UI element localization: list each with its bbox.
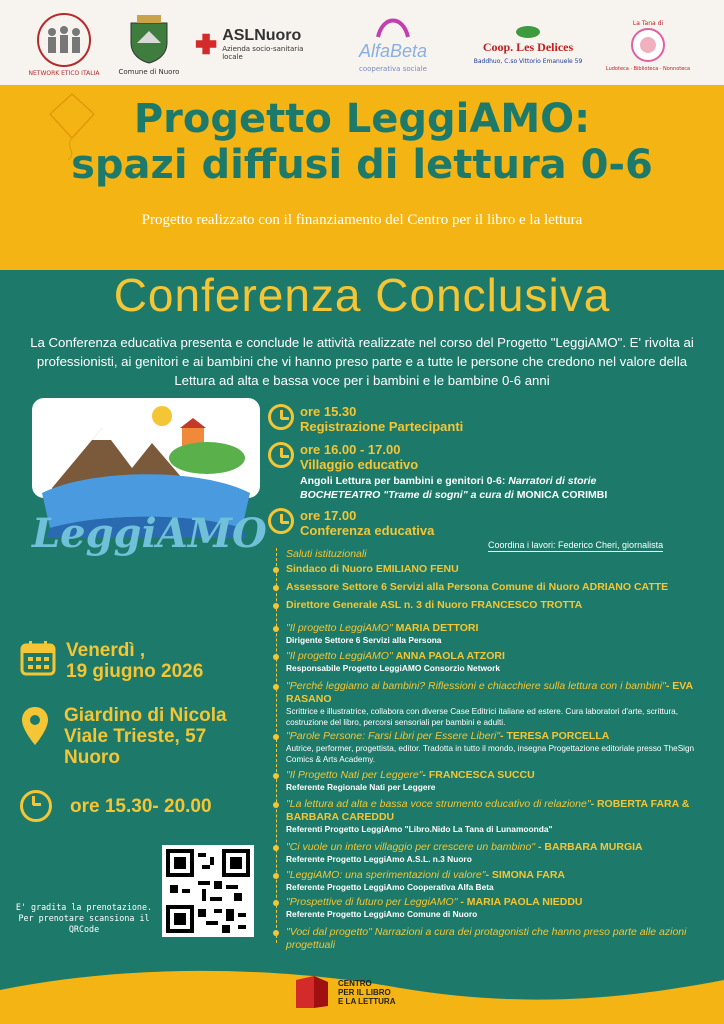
leggiamo-illustration: [32, 398, 267, 573]
comune-label: Comune di Nuoro: [118, 67, 180, 76]
event-date: [20, 640, 203, 682]
logo-bar: [0, 0, 724, 85]
talk-role: Referente Regionale Nati per Leggere: [286, 782, 436, 792]
centro-line2: PER IL LIBRO: [338, 987, 391, 997]
talk-quote: "Il Progetto Nati per Leggere": [286, 769, 423, 781]
project-title-line1: Progetto LeggiAMO:: [133, 96, 591, 142]
program-item: [286, 581, 716, 594]
talk-quote: "Il progetto LeggiAMO": [286, 650, 396, 662]
talk-speaker: ANNA PAOLA ATZORI: [395, 650, 505, 662]
alfabeta-name: AlfaBeta: [358, 41, 428, 61]
talk-item: [286, 650, 716, 674]
location-pin-icon: [20, 705, 50, 747]
talk-quote: "Parole Persone: Farsi Libri per Essere Liberi": [286, 730, 501, 742]
talk-quote: "Il progetto LeggiAMO": [286, 622, 396, 634]
conference-title: Conferenza Conclusiva: [113, 269, 611, 321]
clock-icon: [268, 442, 294, 468]
talk-role: Scrittrice e illustratrice, collabora con diverse Case Editrici italiane ed estere. Cura laboratori d'arte, scrittura, costruzione del libro, percorsi sensoriali per bambini e adulti.: [286, 707, 678, 727]
talk-item: [286, 798, 716, 835]
event-date-text: 19 giugno 2026: [66, 661, 204, 682]
tana-logo: [605, 8, 691, 80]
talk-role: Referente Progetto LeggiAmo Comune di Nuoro: [286, 909, 478, 919]
talk-item: [286, 869, 716, 893]
talk-speaker: - FRANCESCA SUCCU: [422, 769, 535, 781]
talk-speaker: - BARBARA MURGIA: [535, 841, 643, 853]
schedule-label: Conferenza educativa: [300, 523, 435, 538]
qr-code[interactable]: [162, 845, 254, 937]
event-hours: [20, 790, 212, 822]
talk-quote: "LeggiAMO: una sperimentazioni di valore": [286, 869, 486, 881]
asl-name: ASLNuoro: [222, 27, 302, 44]
clock-icon: [20, 790, 52, 822]
consorzio-logo: [24, 8, 104, 80]
schedule-time: ore 15.30: [300, 404, 357, 419]
villaggio-detail: [300, 474, 607, 502]
talk-speaker: - EVA RASANO: [286, 680, 693, 705]
talk-role: Referenti Progetto LeggiAmo "Libro.Nido La Tana di Lunamoonda": [286, 824, 553, 834]
talk-speaker: - TERESA PORCELLA: [500, 730, 610, 742]
talk-role: Referente Progetto LeggiAmo A.S.L. n.3 Nuoro: [286, 854, 472, 864]
talk-quote: "Ci vuole un intero villaggio per crescere un bambino": [286, 841, 536, 853]
talk-speaker: - SIMONA FARA: [485, 869, 566, 881]
centro-line3: E LA LETTURA: [338, 996, 396, 1006]
talk-speaker: MARIA DETTORI: [395, 622, 479, 634]
talk-speaker: - MARIA PAOLA NIEDDU: [457, 896, 583, 908]
alfabeta-sub: cooperativa sociale: [359, 65, 427, 73]
villaggio-line2: BOCHETEATRO "Trame di sogni" a cura di: [300, 489, 517, 501]
talk-quote: "Voci dal progetto" Narrazioni a cura dei protagonisti che hanno preso parte alle azioni progettuali: [286, 926, 687, 951]
talk-item: [286, 680, 716, 728]
villaggio-line1: Angoli Lettura per bambini e genitori 0-6:: [300, 475, 509, 487]
schedule-label: Villaggio educativo: [300, 457, 419, 472]
talk-quote: "La lettura ad alta e bassa voce strumento educativo di relazione": [286, 798, 591, 810]
event-place3: Nuoro: [64, 747, 120, 768]
intro-text: La Conferenza educativa presenta e conclude le attività realizzate nel corso del Progetto "LeggiAMO". E' rivolta ai professionisti, ai genitori e ai bambini che vi hanno preso parte e a tutte le persone che credono nel valore della Lettura ad alta e bassa voce per i bambini e le bambine 0-6 anni: [30, 335, 694, 388]
schedule-time: ore 17.00: [300, 508, 357, 523]
villaggio-line1-italic: Narratori di storie: [508, 475, 597, 487]
talk-item: [286, 730, 716, 765]
asl-sub: Azienda socio-sanitaria locale: [222, 45, 304, 61]
talk-item: [286, 622, 716, 646]
coordinator: Coordina i lavori: Federico Cheri, giornalista: [488, 540, 664, 550]
program-item-head: Sindaco di Nuoro EMILIANO FENU: [286, 563, 459, 575]
talk-item: [286, 896, 716, 920]
talk-quote: "Perché leggiamo ai bambini? Riflessioni e chiacchiere sulla lettura con i bambini": [286, 680, 666, 692]
project-subtitle: Progetto realizzato con il finanziamento del Centro per il libro e la lettura: [141, 212, 583, 228]
program-item-head: Assessore Settore 6 Servizi alla Persona Comune di Nuoro ADRIANO CATTE: [286, 581, 669, 593]
talk-speaker: - ROBERTA FARA & BARBARA CAREDDU: [286, 798, 690, 823]
program-saluti: [286, 548, 716, 561]
alfabeta-logo: [338, 8, 448, 80]
tana-bottom: Ludoteca · Biblioteca · Nonnoteca: [605, 65, 691, 72]
villaggio-line2-name: MONICA CORIMBI: [516, 489, 608, 501]
program-item-head: Direttore Generale ASL n. 3 di Nuoro FRANCESCO TROTTA: [286, 599, 583, 611]
delices-logo: [468, 8, 588, 80]
delices-name: Coop. Les Delices: [482, 39, 574, 54]
talk-role: Autrice, performer, progettista, editor. Tradotta in tutto il mondo, insegna Progettazione editoriale presso TheSign Comics & Arts Academy.: [286, 744, 695, 764]
event-place1: Giardino di Nicola: [64, 705, 227, 726]
event-place2: Viale Trieste, 57: [64, 726, 207, 747]
asl-logo: [194, 8, 319, 80]
leggiamo-logo-text: LeggiAMO: [32, 510, 267, 557]
project-title-line2: spazi diffusi di lettura 0-6: [71, 142, 653, 188]
saluti-label: Saluti istituzionali: [286, 548, 367, 560]
talk-role: Referente Progetto LeggiAmo Cooperativa Alfa Beta: [286, 882, 494, 892]
program-item: [286, 599, 716, 612]
event-hours-text: ore 15.30- 20.00: [70, 795, 212, 817]
talk-item: [286, 769, 716, 793]
delices-sub: Baddhuo, C.so Vittorio Emanuele 59: [473, 57, 583, 65]
calendar-icon: [20, 640, 56, 676]
qr-note: E' gradita la prenotazione. Per prenotare scansiona il QRCode: [15, 902, 153, 934]
program-item: [286, 563, 716, 576]
talk-item: [286, 926, 696, 952]
talk-quote: "Prospettive di futuro per LeggiAMO": [286, 896, 458, 908]
consorzio-bottom: NETWORK ETICO ITALIA: [28, 69, 100, 77]
centro-line1: CENTRO: [338, 978, 372, 988]
centro-libro-logo: [292, 972, 395, 1012]
talk-role: Responsabile Progetto LeggiAMO Consorzio Network: [286, 663, 501, 673]
comune-logo: [114, 8, 184, 80]
schedule-item-villaggio: [268, 442, 418, 472]
clock-icon: [268, 404, 294, 430]
schedule-time: ore 16.00 - 17.00: [300, 442, 401, 457]
schedule-label: Registrazione Partecipanti: [300, 419, 464, 434]
event-place: [20, 705, 227, 768]
talk-item: [286, 841, 716, 865]
event-day: Venerdì ,: [66, 640, 146, 661]
talk-role: Dirigente Settore 6 Servizi alla Persona: [286, 635, 442, 645]
clock-icon: [268, 508, 294, 534]
tana-top: La Tana di: [632, 19, 664, 27]
schedule-item-conferenza: [268, 508, 434, 538]
schedule-item-registration: [268, 404, 463, 434]
